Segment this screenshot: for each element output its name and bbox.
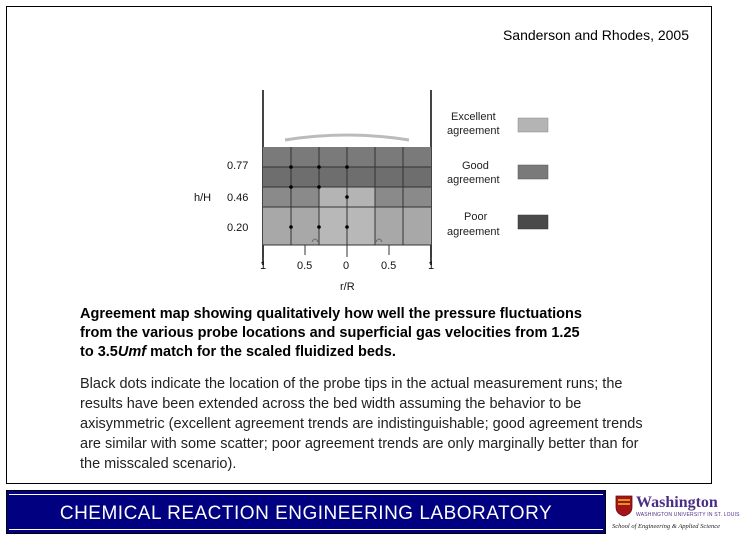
agreement-map-figure (185, 85, 555, 295)
y-tick-label: 0.46 (227, 192, 249, 204)
x-tick-label: 0.5 (297, 260, 313, 272)
grid-cell (347, 167, 375, 187)
logo-university: WASHINGTON UNIVERSITY IN ST. LOUIS (636, 512, 740, 518)
legend-swatch-excellent (518, 118, 548, 132)
probe-dot (317, 225, 321, 229)
grid-cell (263, 207, 291, 245)
grid-cell (291, 147, 319, 167)
bed-surface (285, 135, 409, 140)
legend (447, 111, 548, 238)
caption-line (80, 343, 660, 362)
x-tick-label: 0 (343, 260, 350, 272)
grid-cell (403, 187, 431, 207)
probe-dot (345, 225, 349, 229)
y-axis-label: h/H (194, 192, 212, 204)
y-tick-label: 0.77 (227, 160, 249, 172)
y-tick-label: 0.20 (227, 222, 249, 234)
caption-line: from the various probe locations and superficial gas velocities from 1.25 (80, 325, 580, 341)
grid-cell (347, 207, 375, 245)
probe-dot (345, 195, 349, 199)
probe-dot (317, 185, 321, 189)
grid-cell (403, 147, 431, 167)
grid-cell (347, 147, 375, 167)
shield-icon (615, 495, 633, 517)
grid-cell (403, 167, 431, 187)
grid-cell (403, 207, 431, 245)
logo-school: School of Engineering & Applied Science (612, 523, 721, 530)
caption-fragment: match for the scaled fluidized beds. (146, 344, 396, 360)
grid-cell (291, 167, 319, 187)
caption-line: Agreement map showing qualitatively how well the pressure fluctuations (80, 306, 582, 322)
probe-dot (289, 185, 293, 189)
caption-heading (80, 305, 660, 362)
grid-cell (375, 147, 403, 167)
x-tick-label: 0.5 (381, 260, 397, 272)
legend-label: agreement (447, 226, 500, 238)
grid-cell (319, 167, 347, 187)
grid-cell (319, 147, 347, 167)
probe-dot (289, 165, 293, 169)
legend-label: Excellent (451, 111, 496, 123)
caption-fragment: to 3.5 (80, 344, 118, 360)
grid-cell (263, 187, 291, 207)
lab-name: CHEMICAL REACTION ENGINEERING LABORATORY (59, 503, 553, 524)
grid-cell (263, 147, 291, 167)
footer-bar (6, 490, 606, 534)
grid-cell (319, 207, 347, 245)
grid-cell (319, 187, 347, 207)
legend-label: Poor (464, 211, 488, 223)
legend-label: agreement (447, 174, 500, 186)
legend-swatch-poor (518, 215, 548, 229)
probe-dot (289, 225, 293, 229)
caption-umf: Umf (117, 344, 147, 360)
legend-label: agreement (447, 125, 500, 137)
x-axis-label: r/R (340, 281, 355, 293)
logo-word: Washington (636, 494, 718, 511)
university-logo (612, 492, 740, 534)
grid-cell (375, 167, 403, 187)
probe-dot (317, 165, 321, 169)
x-axis (263, 245, 431, 257)
x-tick-label: 1 (428, 260, 435, 272)
x-tick-label: 1 (260, 260, 267, 272)
grid-cell (291, 187, 319, 207)
legend-swatch-good (518, 165, 548, 179)
grid-cell (263, 167, 291, 187)
legend-label: Good (462, 160, 489, 172)
caption-body: Black dots indicate the location of the probe tips in the actual measurement runs; the results have been extended across the bed width assuming the behavior to be axisymmetric (excellent agreement trends are indistinguishable; good agreement trends are similar with some scatter; poor agreement trends are only marginally better than for the misscaled scenario). (80, 376, 643, 472)
probe-dot (345, 165, 349, 169)
citation: Sanderson and Rhodes, 2005 (502, 27, 689, 43)
grid-cell (347, 187, 375, 207)
grid-cell (375, 187, 403, 207)
